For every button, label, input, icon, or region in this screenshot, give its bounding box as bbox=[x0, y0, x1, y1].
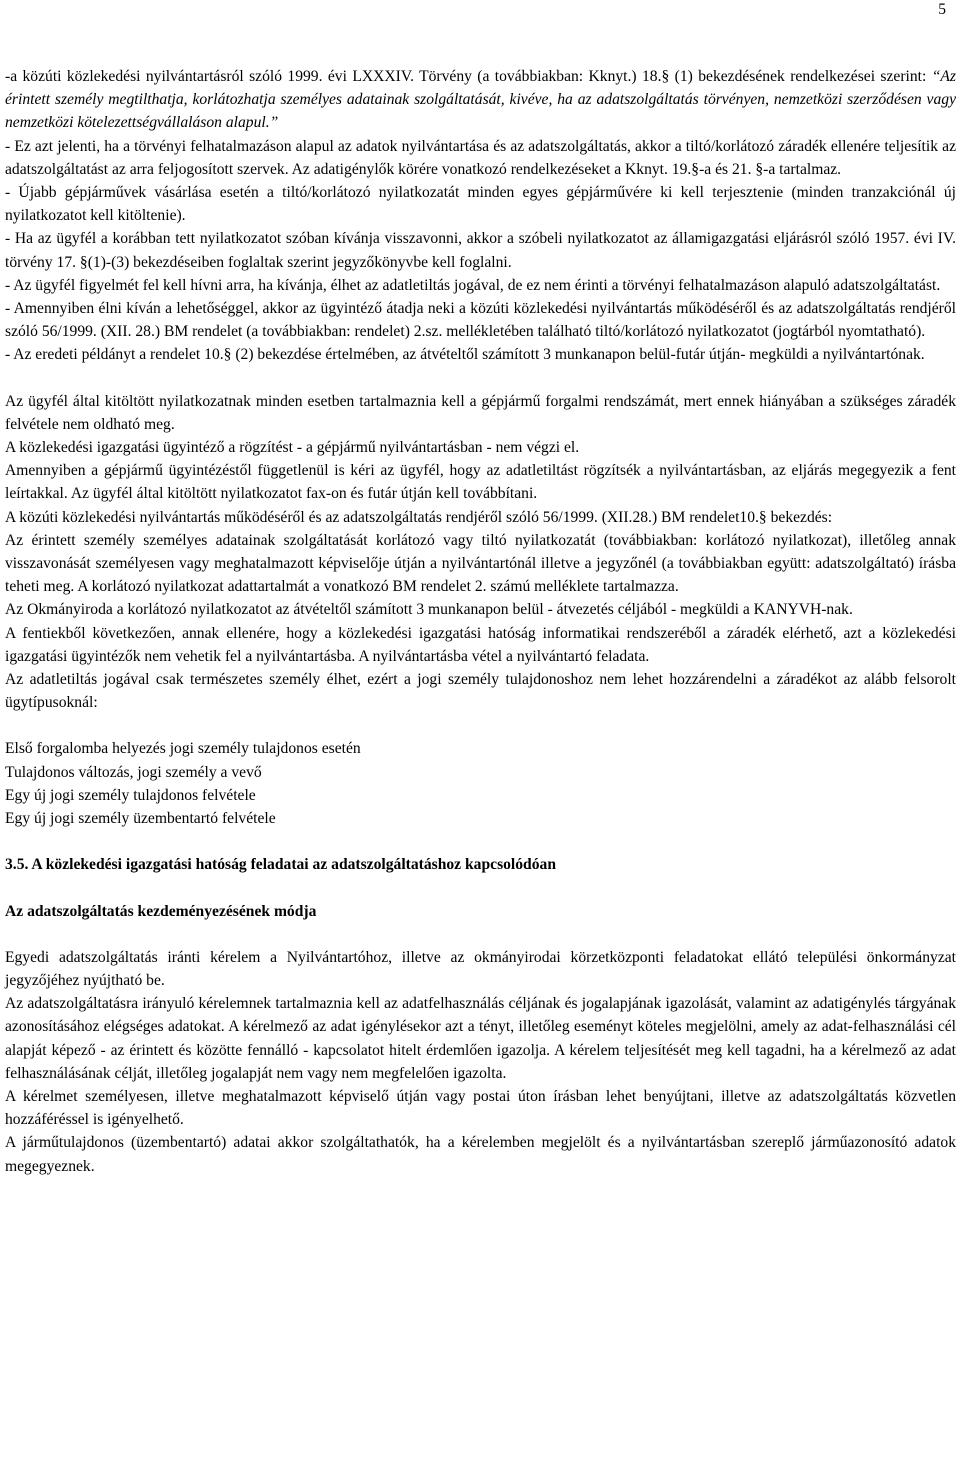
form-handover-paragraph: - Amennyiben élni kíván a lehetőséggel, akkor az ügyintéző átadja neki a közúti közlekedési nyilvántartás működéséről és az adatszolgáltatás rendjéről szóló 56/1999. (XII. 28.) BM rendelet (a továbbiakban: rendelet) 2.sz. mellékletében található tiltó/korlátozó nyilatkozatot (jogtárból nyomtatható). bbox=[5, 300, 956, 341]
section-subheading: Az adatszolgáltatás kezdeményezésének módja bbox=[5, 902, 317, 920]
original-copy-paragraph: - Az eredeti példányt a rendelet 10.§ (2) bekezdése értelmében, az átvételtől számított 3 munkanapon belül-futár útján- megküldi a nyilvántartónak. bbox=[5, 346, 925, 364]
law-citation-intro: -a közúti közlekedési nyilvántartásról szóló 1999. évi LXXXIV. Törvény (a továbbiakban: Kknyt.) 18.§ (1) bekezdésének rendelkezései szerint: bbox=[5, 68, 932, 85]
case-type-list bbox=[5, 737, 956, 830]
spacer bbox=[5, 877, 956, 900]
list-item: Első forgalomba helyezés jogi személy tulajdonos esetén bbox=[5, 740, 361, 758]
spacer bbox=[5, 367, 956, 390]
law-citation-paragraph bbox=[5, 65, 956, 135]
client-notice-paragraph: - Az ügyfél figyelmét fel kell hívni arra, ha kívánja, élhet az adatletiltás jogával, de ez nem érinti a törvényi felhatalmazáson alapuló adatszolgáltatást. bbox=[5, 276, 941, 294]
independent-request-paragraph: Amennyiben a gépjármű ügyintézéstől függetlenül is kéri az ügyfél, hogy az adatletiltást rögzítsék a nyilvántartásban, az eljárás megegyezik a fent leírtakkal. Az ügyfél által kitöltött nyilatkozatot fax-on és futár útján kell továbbítani. bbox=[5, 462, 956, 503]
no-recording-paragraph: A közlekedési igazgatási ügyintéző a rögzítést - a gépjármű nyilvántartásban - nem végzi el. bbox=[5, 439, 580, 457]
decree-reference-paragraph: A közúti közlekedési nyilvántartás működéséről és az adatszolgáltatás rendjéről szóló 56/1999. (XII.28.) BM rendelet10.§ bekezdés: bbox=[5, 508, 833, 526]
new-vehicle-paragraph: - Újabb gépjárművek vásárlása esetén a tiltó/korlátozó nyilatkozatát minden egyes gépjárművére ki kell terjesztenie (minden tranzakciónál új nyilatkozatot kell kitöltenie). bbox=[5, 184, 956, 225]
document-body bbox=[5, 65, 956, 1178]
consequence-paragraph: A fentiekből következően, annak ellenére, hogy a közlekedési igazgatási hatóság informatikai rendszeréből a záradék elérhető, azt a közlekedési igazgatási ügyintézők nem vehetik fel a nyilvántartásba. A nyilvántartásba vétel a nyilvántartó feladata. bbox=[5, 624, 956, 665]
spacer bbox=[5, 830, 956, 853]
request-methods-paragraph: A kérelmet személyesen, illetve meghatalmazott képviselő útján vagy postai úton írásban lehet benyújtani, illetve az adatszolgáltatás közvetlen hozzáféréssel is igényelhető. bbox=[5, 1087, 956, 1129]
office-forwarding-paragraph: Az Okmányiroda a korlátozó nyilatkozatot az átvételtől számított 3 munkanapon belül - átvezetés céljából - megküldi a KANYVH-nak. bbox=[5, 601, 853, 619]
list-item: Tulajdonos változás, jogi személy a vevő bbox=[5, 763, 262, 781]
section-heading: 3.5. A közlekedési igazgatási hatóság feladatai az adatszolgáltatáshoz kapcsolódóan bbox=[5, 856, 556, 874]
plate-number-paragraph: Az ügyfél által kitöltött nyilatkozatnak minden esetben tartalmaznia kell a gépjármű forgalmi rendszámát, mert ennek hiányában a szükséges záradék felvétele nem oldható meg. bbox=[5, 392, 956, 433]
list-item: Egy új jogi személy üzembentartó felvétele bbox=[5, 810, 276, 828]
request-content-paragraph: Az adatszolgáltatásra irányuló kérelemnek tartalmaznia kell az adatfelhasználás céljának és jogalapjának igazolását, valamint az adatigénylés tárgyának azonosításához elégséges adatokat. A kérelmező az adat igénylésekor azt a tényt, illetőleg eseményt köteles megjelölni, amely az adat-felhasználási cél alapját képező - az érintett és közötte fennálló - kapcsolatot hitelt érdemlően igazolja. A kérelem teljesítését meg kell tagadni, ha a kérelmező az adat felhasználásának célját, illetőleg jogalapját nem vagy nem megfelelően igazolta. bbox=[5, 995, 956, 1082]
page-number: 5 bbox=[938, 1, 946, 18]
restriction-statement-paragraph: Az érintett személy személyes adatainak szolgáltatását korlátozó vagy tiltó nyilatkozatát (továbbiakban: korlátozó nyilatkozat), illetőleg annak visszavonását személyesen vagy meghatalmazott képviselője útján a nyilvántartónál illetve a jegyzőnél (a továbbiakban együtt: adatszolgáltató) írásba teheti meg. A korlátozó nyilatkozat adattartalmát a vonatkozó BM rendelet 2. számú melléklete tartalmazza. bbox=[5, 531, 956, 596]
spacer bbox=[5, 923, 956, 946]
spacer bbox=[5, 714, 956, 737]
law-citation-quote: “Az érintett személy megtilthatja, korlátozhatja személyes adatainak szolgáltatását, kivéve, ha az adatszolgáltatás törvényen, nemzetközi szerződésen vagy nemzetközi kötelezettségvállaláson alapul.” bbox=[5, 68, 956, 132]
verbal-withdrawal-paragraph: - Ha az ügyfél a korábban tett nyilatkozatot szóban kívánja visszavonni, akkor a szóbeli nyilatkozatot az államigazgatási eljárásról szóló 1957. évi IV. törvény 17. §(1)-(3) bekezdéseiben foglaltak szerint jegyzőkönyvbe kell foglalni. bbox=[5, 230, 956, 271]
explanation-paragraph: - Ez azt jelenti, ha a törvényi felhatalmazáson alapul az adatok nyilvántartása és az adatszolgáltatás, akkor a tiltó/korlátozó záradék ellenére teljesítik az adatszolgáltatást az arra feljogosított szervek. Az adatigénylők körére vonatkozó rendelkezéseket a Kknyt. 19.§-a és 21. §-a tartalmaz. bbox=[5, 137, 956, 178]
request-submission-paragraph: Egyedi adatszolgáltatás iránti kérelem a Nyilvántartóhoz, illetve az okmányirodai körzetközponti feladatokat ellátó települési önkormányzat jegyzőjéhez nyújtható be. bbox=[5, 948, 956, 989]
natural-person-paragraph: Az adatletiltás jogával csak természetes személy élhet, ezért a jogi személy tulajdonoshoz nem lehet hozzárendelni a záradékot az alább felsorolt ügytípusoknál: bbox=[5, 671, 956, 712]
list-item: Egy új jogi személy tulajdonos felvétele bbox=[5, 786, 256, 804]
owner-data-paragraph: A járműtulajdonos (üzembentartó) adatai akkor szolgáltathatók, ha a kérelemben megjelölt és a nyilvántartásban szereplő járműazonosító adatok megegyeznek. bbox=[5, 1134, 956, 1175]
